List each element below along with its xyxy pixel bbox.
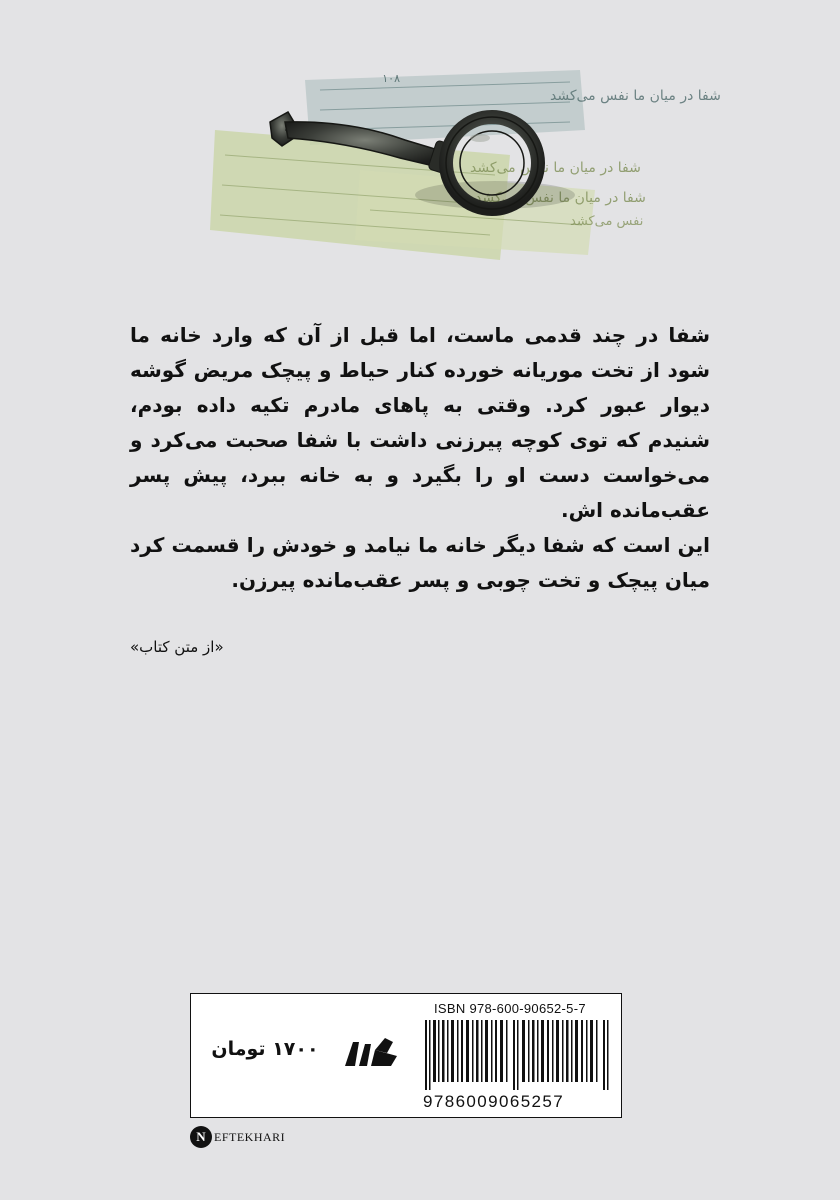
- cover-artwork: [210, 60, 721, 280]
- key-illustration: [210, 60, 721, 280]
- price-isbn-box: [190, 993, 622, 1118]
- svg-text:شفا در میان ما نفس می‌کشد: شفا در میان ما نفس می‌کشد: [470, 160, 641, 176]
- stamp-text-1: شفا در میان ما نفس می‌کشد: [550, 88, 721, 104]
- publisher-mark-icon: N: [190, 1126, 212, 1148]
- svg-text:شفا در میان ما نفس می‌کشد: شفا در میان ما نفس می‌کشد: [475, 190, 646, 206]
- barcode: [423, 1020, 613, 1090]
- barcode-digits: 9786009065257: [423, 1092, 565, 1111]
- stamp-number: ۱۰۸: [382, 72, 400, 85]
- isbn-text: ISBN 978-600-90652-5-7: [434, 1001, 586, 1016]
- back-cover-blurb: [130, 318, 710, 598]
- price-label: ۱۷۰۰ تومان: [211, 1038, 319, 1060]
- publisher-imprint: [190, 1124, 285, 1150]
- blurb-paragraph-2: این است که شفا دیگر خانه ما نیامد و خودش را قسمت کرد میان پیچک و تخت چوبی و پسر عقب‌مانده پیرزن.: [130, 533, 710, 592]
- svg-text:نفس می‌کشد: نفس می‌کشد: [570, 214, 644, 229]
- publisher-logo-icon: [341, 1032, 401, 1072]
- quote-source: «از متن کتاب»: [130, 638, 224, 656]
- blurb-paragraph-1: شفا در چند قدمی ماست، اما قبل از آن که وارد خانه ما شود از تخت موریانه خورده کنار حیاط و پیچک مریض گوشه دیوار عبور کرد. وقتی به پاهای مادرم تکیه داده بودم، شنیدم که توی کوچه پیرزنی داشت با شفا صحبت می‌کرد و می‌خواست دست او را بگیرد و به خانه ببرد، پیش پسر عقب‌مانده اش.: [130, 323, 710, 522]
- publisher-name: EFTEKHARI: [214, 1129, 286, 1144]
